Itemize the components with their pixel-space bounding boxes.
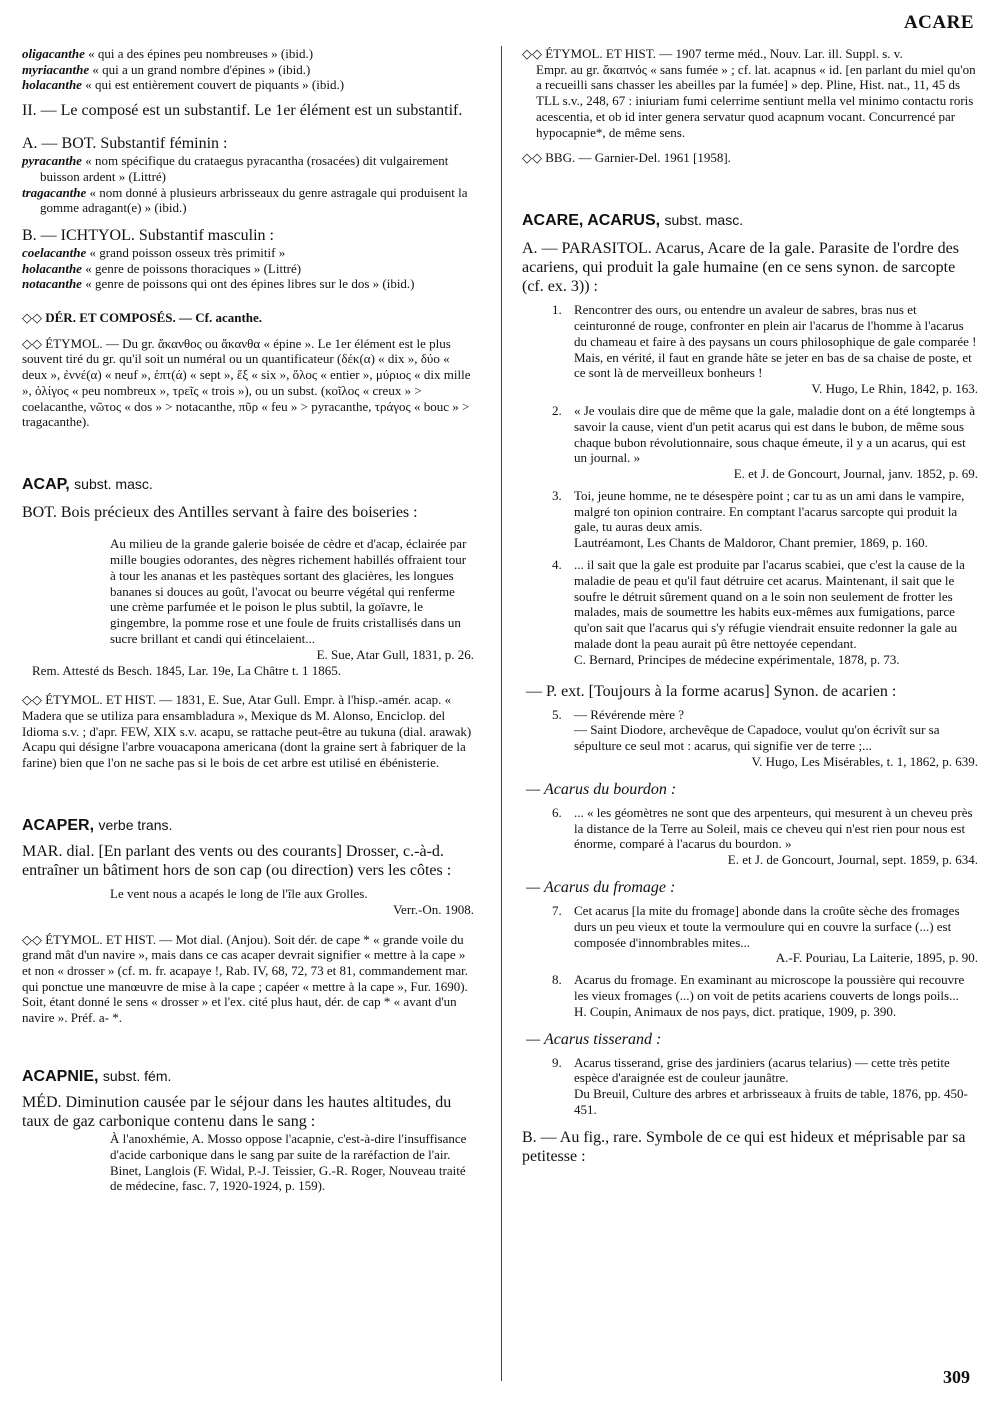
compound-item: tragacanthe « nom donné à plusieurs arbrisseaux du genre astragale qui produisent la gomme adragant(e) » (ibid.) (22, 184, 468, 216)
sense-extension: — P. ext. [Toujours à la forme acarus] Synon. de acarien : (526, 682, 897, 700)
entry-acap-etymology: ◇◇ ÉTYMOL. ET HIST. — 1831, E. Sue, Atar Gull. Empr. à l'hisp.-amér. acap. « Madera que se utiliza para ensambladura », Mexique ds M. Alonso, Enciclop. del Idioma s.v. ; d'apr. FEW, XIX s.v. acapu, se rattache peut-être au tukuna (dial. arawak) Acapu qui désigne l'arbre vouacapona americana (dont la graine sert à fabriquer de la farine) bien que l'on ne sache pas si le bois de cet arbre est utilisé en ébénisterie. (22, 692, 472, 771)
entry-acapnie-quote: À l'anoxhémie, A. Mosso oppose l'acapnie, c'est-à-dire l'insuffisance d'acide carbonique dans le sang par suite de la raréfaction de l'air. Binet, Langlois (F. Widal, P.-J. Teissier, G.-R. Roger, Nouveau traité de médecine, fasc. 7, 1920-1924, p. 159). (110, 1131, 474, 1194)
entry-acapnie-definition: MÉD. Diminution causée par le séjour dans les hautes altitudes, du taux de gaz carbonique contenu dans le sang : (22, 1093, 452, 1130)
entry-acapnie-title: ACAPNIE, subst. fém. (22, 1067, 172, 1085)
entry-acap-quote: Au milieu de la grande galerie boisée de cèdre et d'acap, éclairée par mille bougies odorantes, des nègres richement habillés offraient tour à tour les ananas et les pastèques sortant des glacières, les longues bananes si douces au goût, l'avocat ou beurre végétal qui renferme une crème parfumée et le poison le plus subtil, la goïavre, le gingembre, la pomme rose et une foule de fruits cristallisés dans un sucre brillant et candi qui étincelaient... E. Sue, Atar Gull, 1831, p. 26. (110, 536, 474, 662)
entry-acaper-quote: Le vent nous a acapés le long de l'île aux Grolles. Verr.-On. 1908. (110, 885, 474, 917)
section-b-list (22, 245, 474, 292)
example: 4. ... il sait que la gale est produite par l'acarus scabiei, que c'est la cause de la maladie de peau et qu'il faut détruire cet acarus. Maintenant, il sait que le soufre le détruit sûrement quand on a le soin non seulement de frotter les malades, mais de soumettre les habits eux-mêmes aux fumigations, parce qu'on sait que l'acarus qui s'y réfugie viendrait ensuite redonner la gale au malade dont la peau aurait pû être nettoyée cependant. C. Bernard, Principes de médecine expérimentale, 1878, p. 73. (522, 557, 978, 668)
compound-item: holacanthe « genre de poissons thoraciques » (Littré) (22, 260, 302, 276)
example-source: V. Hugo, Les Misérables, t. 1, 1862, p. 639. (751, 754, 978, 770)
entry-acap-definition: BOT. Bois précieux des Antilles servant à faire des boiseries : (22, 504, 418, 522)
entry-acap-title: ACAP, subst. masc. (22, 475, 153, 493)
quote-source: Binet, Langlois (F. Widal, P.-J. Teissier, G.-R. Roger, Nouveau traité de médecine, fasc. 7, 1920-1924, p. 159). (110, 1162, 466, 1194)
entry-acare-title: ACARE, ACARUS, subst. masc. (522, 211, 744, 229)
acapnie-bibliography: ◇◇ BBG. — Garnier-Del. 1961 [1958]. (522, 150, 731, 166)
example-source: V. Hugo, Le Rhin, 1842, p. 163. (811, 381, 978, 397)
sense-tisserand: — Acarus tisserand : (526, 1030, 662, 1048)
example-source: E. et J. de Goncourt, Journal, janv. 1852, p. 69. (733, 466, 978, 482)
example: 7. Cet acarus [la mite du fromage] abonde dans la croûte sèche des fromages durs un peu vieux et toute la vermoulure qui en couvre la surface (...) est composée d'innombrables mites... A.-F. Pouriau, La Laiterie, 1895, p. 90. (552, 903, 978, 966)
compound-item: coelacanthe « grand poisson osseux très primitif » (22, 244, 286, 260)
quote-source: E. Sue, Atar Gull, 1831, p. 26. (316, 646, 474, 662)
acapnie-etymology-detail: Empr. au gr. ἄκαπνός « sans fumée » ; cf. lat. acapnus « id. [en parlant du miel qu'on a recueilli sans chasser les abeilles par la fumée] » dep. Pline, Hist. nat., 11, 45 ds TLL s.v., 248, 67 : iniuriam fumi celerrime sentiunt mella vel minimo contactu roris acescentia, et ob id inter genera servatur quod acapnum vocant. Concurrencé par hypocapnie*, de même sens. (536, 61, 976, 140)
compound-item: oligacanthe « qui a des épines peu nombreuses » (ibid.) (22, 46, 314, 61)
compound-item: pyracanthe « nom spécifique du crataegus pyracantha (rosacées) dit vulgairement buisson ardent » (Littré) (22, 153, 449, 184)
example-source: Lautréamont, Les Chants de Maldoror, Chant premier, 1869, p. 160. (574, 535, 928, 551)
right-column (522, 46, 978, 1166)
example-source: Du Breuil, Culture des arbres et arbrisseaux à fruits de table, 1876, pp. 450-451. (574, 1086, 968, 1117)
example-source: C. Bernard, Principes de médecine expérimentale, 1878, p. 73. (574, 651, 900, 667)
section-b-heading: B. — ICHTYOL. Substantif masculin : (22, 226, 274, 244)
sense-bourdon: — Acarus du bourdon : (526, 780, 677, 798)
acapnie-etymology: ◇◇ ÉTYMOL. ET HIST. — 1907 terme méd., Nouv. Lar. ill. Suppl. s. v. (522, 46, 903, 61)
example-source: A.-F. Pouriau, La Laiterie, 1895, p. 90. (775, 950, 978, 966)
example: 6. ... « les géomètres ne sont que des arpenteurs, qui mesurent à un cheveu près la distance de la Terre au Soleil, mais ce cheveu qui n'est rien pour nous est énorme, comparé à l'acarus du bourdon. » E. et J. de Goncourt, Journal, sept. 1859, p. 634. (552, 804, 978, 868)
example-source: E. et J. de Goncourt, Journal, sept. 1859, p. 634. (727, 852, 978, 868)
compound-item: myriacanthe « qui a un grand nombre d'épines » (ibid.) (22, 61, 311, 77)
entry-acaper-definition: MAR. dial. [En parlant des vents ou des courants] Drosser, c.-à-d. entraîner un bâtiment hors de son cap (ou direction) vers les côtes : (22, 842, 452, 879)
part-two-heading: II. — Le composé est un substantif. Le 1er élément est un substantif. (22, 102, 463, 120)
section-a-list (22, 153, 474, 216)
example-source: H. Coupin, Animaux de nos pays, dict. pratique, 1909, p. 390. (574, 1003, 897, 1019)
example: 8. Acarus du fromage. En examinant au microscope la poussière qui recouvre les vieux fromages (...) on voit de petits acariens couverts de longs poils... H. Coupin, Animaux de nos pays, dict. pratique, 1909, p. 390. (522, 972, 978, 1019)
sense-fromage: — Acarus du fromage : (526, 879, 676, 897)
compound-list-top (22, 46, 474, 93)
left-column (22, 46, 474, 1194)
example: 1. Rencontrer des ours, ou entendre un avaleur de sabres, bras nus et ceinturonné de rouge, confronter en plein air l'acarus de l'homme à l'acarus du chameau et faire à des paysans un cours philosophique de gale comparée ! Mais, en vérité, il faut en grande hâte se jeter en bas de sa chaise de poste, et ce sont là de merveilleux bonheurs ! V. Hugo, Le Rhin, 1842, p. 163. (552, 302, 978, 397)
entry-acare-section-b: B. — Au fig., rare. Symbole de ce qui est hideux et méprisable par sa petitesse : (522, 1128, 966, 1165)
entry-acaper-title: ACAPER, verbe trans. (22, 816, 173, 834)
compound-item: notacanthe « genre de poissons qui ont des épines libres sur le dos » (ibid.) (22, 276, 415, 292)
entry-acap-remark: Rem. Attesté ds Besch. 1845, Lar. 19e, La Châtre t. 1 1865. (32, 662, 342, 678)
page-number: 309 (943, 1367, 970, 1387)
quote-source: Verr.-On. 1908. (393, 901, 474, 917)
etymology-note: ◇◇ ÉTYMOL. — Du gr. ἄκανθος ou ἄκανθα « épine ». Le 1er élément est le plus souvent tiré du gr. qu'il soit un numéral ou un quantificateur (δέκ(α) « dix », δύο « deux », ἐννέ(α) « neuf », ἑπτ(ά) « sept », ἕξ « six », ὅλος « entier », μύριος « dix mille », ὀλίγος « peu nombreux », τρεῖς « trois »), ou un subst. (κοῖλος « creux » > coelacanthe, νῶτος « dos » > notacanthe, πῦρ « feu » > pyracanthe, τράγος « bouc » > tragacanthe). (22, 335, 471, 430)
section-a-heading: A. — BOT. Substantif féminin : (22, 135, 228, 153)
example: 3. Toi, jeune homme, ne te désespère point ; car tu as un ami dans le vampire, malgré ton opinion contraire. En comptant l'acarus sarcopte qui produit la gale, tu auras deux amis. Lautréamont, Les Chants de Maldoror, Chant premier, 1869, p. 160. (522, 488, 978, 551)
derivation-note: ◇◇ DÉR. ET COMPOSÉS. — Cf. acanthe. (22, 310, 263, 326)
example: 9. Acarus tisserand, grise des jardiniers (acarus telarius) — cette très petite espèce d'araignée est de couleur jaunâtre. Du Breuil, Culture des arbres et arbrisseaux à fruits de table, 1876, pp. 450-451. (522, 1055, 978, 1118)
example: 2. « Je voulais dire que de même que la gale, maladie dont on a été longtemps à savoir la cause, vient d'un petit acarus qui est dans le bubon, de même sous chaque bubon révolutionnaire, sous chaque émeute, il y a un acarus, qui est un journal. » E. et J. de Goncourt, Journal, janv. 1852, p. 69. (552, 402, 978, 482)
example: 5. — Révérende mère ? — Saint Diodore, archevêque de Capadoce, voulut qu'on écrivît sur sa sépulture ce seul mot : acarus, qui signifie ver de terre ;... V. Hugo, Les Misérables, t. 1, 1862, p. 639. (552, 706, 978, 770)
entry-acare-section-a: A. — PARASITOL. Acarus, Acare de la gale. Parasite de l'ordre des acariens, qui produit la gale humaine (en ce sens synon. de sarcopte (cf. ex. 3)) : (522, 240, 959, 296)
running-header: ACARE (903, 12, 974, 33)
entry-acaper-etymology: ◇◇ ÉTYMOL. ET HIST. — Mot dial. (Anjou). Soit dér. de cape * « grande voile du grand mât d'un navire », mais dans ce cas acaper devrait signifier « mettre à la cape » et non « drosser » (cf. m. fr. acapaye !, Rab. IV, 68, 72, 73 et 81, commandement mar. qui ponctue une manœuvre de mise à la cape ; capéer « mettre à la cape », Fur. 1690). Soit, étant donné le sens « drosser » et l'ex. cité plus haut, dér. de cap * « avant d'un navire ». Préf. a- *. (22, 931, 468, 1026)
column-divider (501, 46, 502, 1381)
compound-item: holacanthe « qui est entièrement couvert de piquants » (ibid.) (22, 77, 345, 93)
